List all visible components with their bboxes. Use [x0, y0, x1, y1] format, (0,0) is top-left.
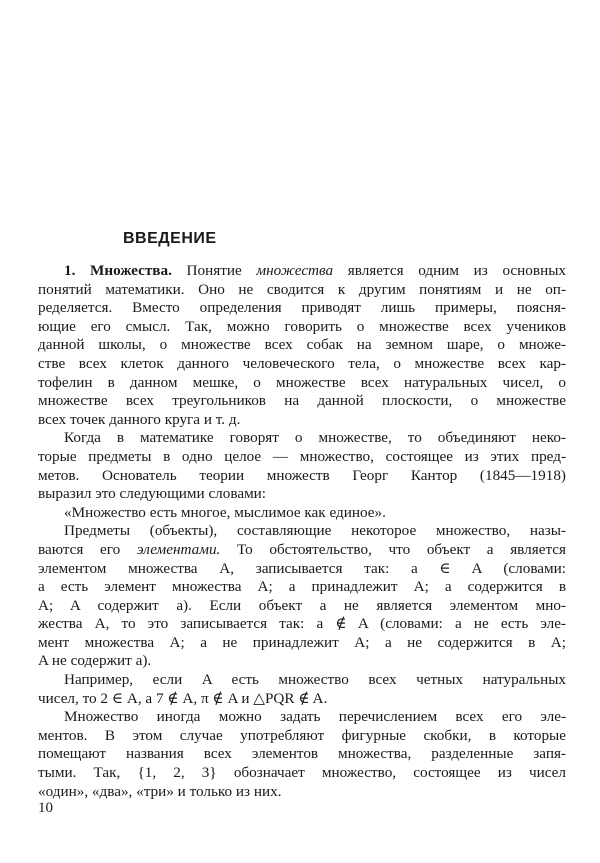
paragraph-1-line-3: ределяется. Вместо определения приводят лишь примеры, поясня-	[38, 299, 566, 317]
paragraph-3-line-2: ваются его элементами. То обстоятельство, что объект a является	[38, 540, 566, 558]
paragraph-5-line-5: «один», «два», «три» и только из них.	[38, 782, 282, 800]
paragraph-2-line-2: торые предметы в одно целое — множество, состоящее из этих пред-	[38, 447, 566, 465]
term-elements: элементами.	[136, 540, 221, 558]
chapter-heading: ВВЕДЕНИЕ	[123, 230, 217, 247]
paragraph-5-line-2: ментов. В этом случае употребляют фигурные скобки, в которые	[38, 726, 566, 744]
paragraph-2-line-4: выразил это следующими словами:	[38, 485, 267, 503]
paragraph-3-line-4: a есть элемент множества A; a принадлежит A; a содержится в	[38, 578, 566, 596]
paragraph-1-line-4: ющие его смысл. Так, можно говорить о множестве всех учеников	[38, 317, 566, 335]
paragraph-3-line-6: жества A, то это записывается так: a ∉ A (словами: a не есть эле-	[38, 615, 566, 633]
paragraph-1-line-2: понятий математики. Оно не сводится к другим понятиям и не оп-	[38, 280, 566, 298]
paragraph-5-line-4: тыми. Так, {1, 2, 3} обозначает множество, состоящее из чисел	[38, 764, 566, 782]
paragraph-1-line-7: тофелин в данном мешке, о множестве всех натуральных чисел, о	[38, 373, 566, 391]
paragraph-3-line-8: A не содержит a).	[38, 652, 152, 670]
cantor-quote: «Множество есть многое, мыслимое как единое».	[64, 503, 386, 521]
paragraph-3-line-5: A; A содержит a). Если объект a не является элементом мно-	[38, 596, 566, 614]
paragraph-2-line-1: Когда в математике говорят о множестве, то объединяют неко-	[64, 429, 566, 447]
section-title: 1. Множества.	[64, 262, 172, 279]
paragraph-1-line-9: всех точек данного круга и т. д.	[38, 410, 241, 428]
paragraph-2-line-3: метов. Основатель теории множеств Георг Кантор (1845—1918)	[38, 466, 566, 484]
paragraph-3-line-7: мент множества A; a не принадлежит A; a не содержится в A;	[38, 633, 566, 651]
paragraph-5-line-3: помещают названия всех элементов множества, разделенные запя-	[38, 745, 566, 763]
paragraph-3-line-3: элементом множества A, записывается так: a ∈ A (словами:	[38, 559, 566, 577]
page-number: 10	[38, 800, 53, 816]
paragraph-3-line-1: Предметы (объекты), составляющие некоторое множество, назы-	[64, 522, 566, 540]
paragraph-4-line-1: Например, если A есть множество всех четных натуральных	[64, 671, 566, 689]
paragraph-4-line-2: чисел, то 2 ∈ A, а 7 ∉ A, π ∉ A и △PQR ∉ A.	[38, 689, 328, 707]
paragraph-1-line-1: 1. Множества. Понятие множества является одним из основных	[64, 262, 566, 279]
paragraph-1-line-6: стве всех клеток данного человеческого тела, о множестве всех кар-	[38, 354, 566, 372]
term-sets: множества	[256, 262, 334, 279]
paragraph-5-line-1: Множество иногда можно задать перечислением всех его эле-	[64, 708, 566, 726]
paragraph-1-line-5: данной школы, о множестве всех собак на земном шаре, о множе-	[38, 336, 566, 354]
paragraph-1-line-8: множестве всех треугольников на данной плоскости, о множестве	[38, 392, 566, 410]
body-text	[38, 262, 566, 801]
